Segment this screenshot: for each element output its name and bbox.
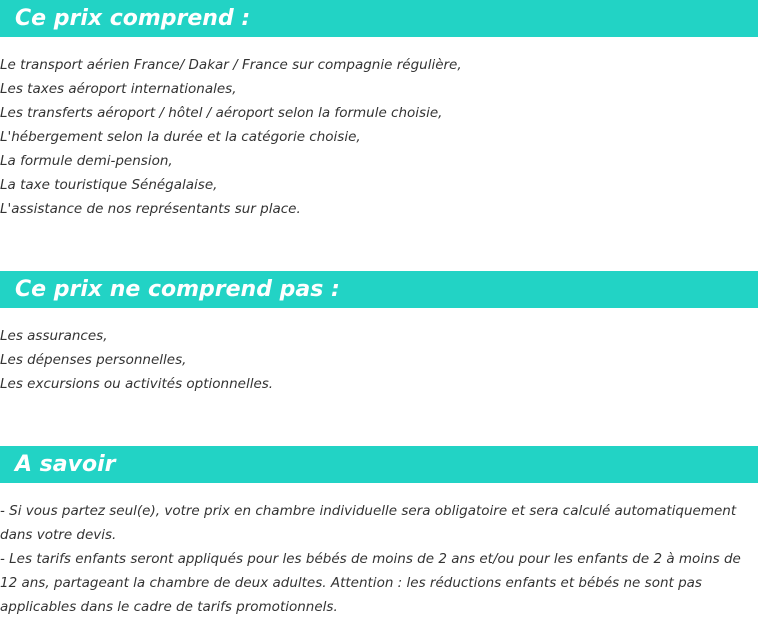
list-item: Le transport aérien France/ Dakar / France sur compagnie régulière, [0, 57, 462, 73]
info-paragraph: - Si vous partez seul(e), votre prix en chambre individuelle sera obligatoire et sera calculé automatiquement dans votre devis. [0, 503, 737, 543]
section-header-good-to-know: A savoir [0, 446, 758, 483]
list-item: La formule demi-pension, [0, 153, 173, 169]
list-item: Les assurances, [0, 328, 108, 344]
list-item: L'assistance de nos représentants sur place. [0, 201, 301, 217]
info-paragraph: - Les tarifs enfants seront appliqués pour les bébés de moins de 2 ans et/ou pour les enfants de 2 à moins de 12 ans, partageant la chambre de deux adultes. Attention : les réductions enfants et bébés ne sont pas applicables dans le cadre de tarifs promotionnels. [0, 551, 741, 615]
section-header-excludes: Ce prix ne comprend pas : [0, 271, 758, 308]
list-item: L'hébergement selon la durée et la catégorie choisie, [0, 129, 361, 145]
list-item: Les dépenses personnelles, [0, 352, 187, 368]
list-item: La taxe touristique Sénégalaise, [0, 177, 218, 193]
list-item: Les taxes aéroport internationales, [0, 81, 237, 97]
list-item: Les excursions ou activités optionnelles. [0, 376, 274, 392]
excludes-list [0, 324, 755, 396]
section-header-includes: Ce prix comprend : [0, 0, 758, 37]
list-item: Les transferts aéroport / hôtel / aéroport selon la formule choisie, [0, 105, 443, 121]
includes-list [0, 53, 755, 221]
good-to-know-text [0, 499, 755, 619]
